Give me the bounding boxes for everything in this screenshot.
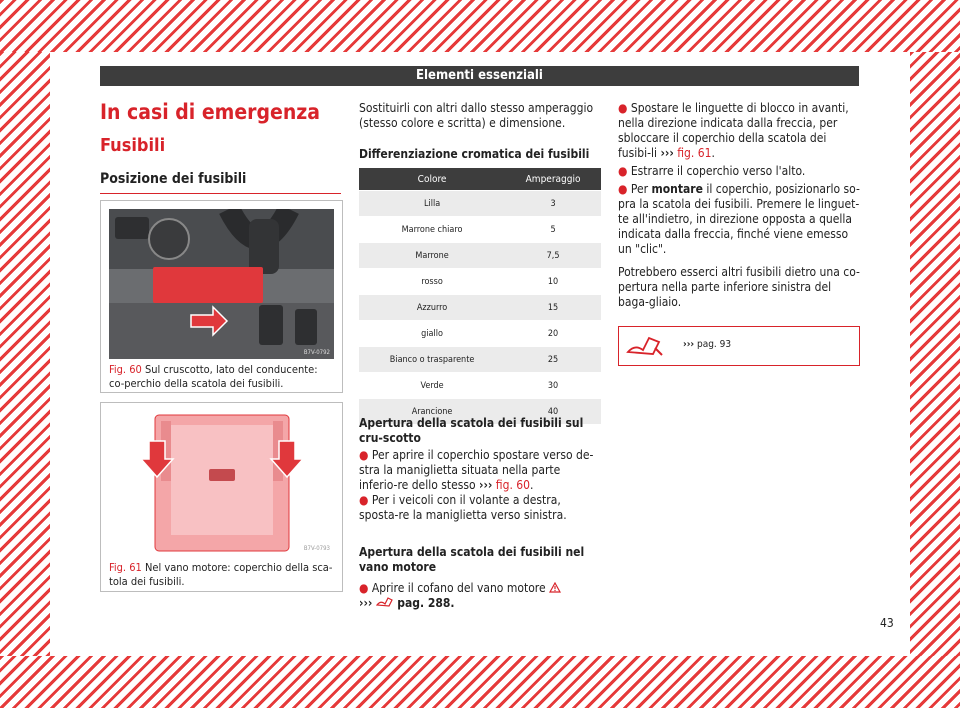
- page-ref-link[interactable]: pag. 288.: [397, 596, 455, 610]
- table-row: [359, 295, 601, 321]
- table-cell: 3: [505, 191, 601, 217]
- table-cell: Lilla: [359, 191, 505, 217]
- fuse-color-table: [359, 168, 601, 424]
- table-cell: Azzurro: [359, 295, 505, 321]
- figure-code: B7V-0792: [303, 349, 330, 356]
- bullet-icon: ●: [618, 182, 628, 196]
- table-cell: 30: [505, 373, 601, 399]
- section-title: In casi di emergenza: [100, 100, 321, 124]
- list-item: ● Per aprire il coperchio spostare verso de-stra la maniglietta situata nella parte inferio-re dello stesso ››› fig. 60.: [359, 448, 594, 492]
- topic-title: Posizione dei fusibili: [100, 171, 247, 187]
- note-ref-link[interactable]: pag. 93: [696, 339, 732, 350]
- table-cell: Marrone: [359, 243, 505, 269]
- book-wrench-icon: [376, 596, 394, 608]
- table-cell: Bianco o trasparente: [359, 347, 505, 373]
- dash-section-title: Apertura della scatola dei fusibili sul cru-scotto: [359, 416, 584, 445]
- subsection-title: Fusibili: [100, 135, 166, 156]
- list-item-text: Per aprire il coperchio spostare verso de-stra la maniglietta situata nella parte inferio-re dello stesso: [359, 448, 594, 492]
- arrows-icon: ›››: [479, 478, 493, 492]
- table-row: [359, 373, 601, 399]
- list-item: ● Spostare le linguette di blocco in avanti, nella direzione indicata dalla freccia, per sbloccare il coperchio della scatola dei fusibi-li ››› fig. 61.: [618, 101, 849, 160]
- page-number: 43: [880, 616, 894, 630]
- engine-bay-photo: [109, 411, 334, 555]
- warning-icon: [549, 582, 561, 593]
- bullet-icon: ●: [359, 493, 369, 507]
- note-ref: [683, 339, 731, 350]
- table-cell: Verde: [359, 373, 505, 399]
- figure-ref-link[interactable]: fig. 60: [495, 478, 531, 492]
- engine-section: [359, 545, 601, 611]
- figure-number: Fig. 61: [109, 561, 142, 574]
- arrows-icon: ›››: [359, 596, 373, 610]
- engine-section-title: Apertura della scatola dei fusibili nel vano motore: [359, 545, 585, 574]
- table-cell: 40: [505, 399, 601, 425]
- col-header-color: Colore: [359, 168, 505, 191]
- table-cell: giallo: [359, 321, 505, 347]
- arrows-icon: ›››: [660, 146, 674, 160]
- table-cell: 25: [505, 347, 601, 373]
- list-item-text: Estrarre il coperchio verso l'alto.: [630, 164, 806, 178]
- arrows-icon: ›››: [683, 339, 695, 350]
- table-row: [359, 217, 601, 243]
- note-box: [618, 326, 860, 366]
- table-header-row: [359, 168, 601, 191]
- figure-60: [100, 200, 343, 393]
- table-row: [359, 191, 601, 217]
- bullet-icon: ●: [618, 101, 628, 115]
- dashboard-photo: [109, 209, 334, 359]
- intro-paragraph: Sostituirli con altri dallo stesso amperaggio (stesso colore e scritta) e dimensione.: [359, 101, 594, 130]
- border-hatch-left: [0, 52, 50, 656]
- dash-section: [359, 416, 601, 523]
- figure-caption: [109, 561, 334, 589]
- heading-rule: [100, 193, 341, 194]
- border-hatch-bottom: [0, 656, 960, 708]
- table-cell: Marrone chiaro: [359, 217, 505, 243]
- figure-code: B7V-0793: [303, 545, 330, 552]
- figure-caption: [109, 363, 334, 391]
- table-cell: 10: [505, 269, 601, 295]
- paragraph: Potrebbero esserci altri fusibili dietro una co-pertura nella parte inferiore sinistra del baga-gliaio.: [618, 265, 860, 309]
- fuse-box-illustration: [109, 411, 334, 555]
- list-item-text: il coperchio, posizionarlo so-pra la scatola dei fusibili. Premere le linguet-te all'indietro, in direzione opposta a quella indicata dalla freccia, finché viene emesso un "clic".: [618, 182, 860, 256]
- list-item: [359, 493, 601, 523]
- table-row: [359, 321, 601, 347]
- table-cell: 7,5: [505, 243, 601, 269]
- list-item: [359, 581, 601, 596]
- table-cell: rosso: [359, 269, 505, 295]
- figure-caption-text: Sul cruscotto, lato del conducente: co-perchio della scatola dei fusibili.: [109, 363, 318, 390]
- right-column: [618, 101, 860, 310]
- book-wrench-icon: [625, 334, 665, 358]
- list-item: [618, 182, 860, 257]
- table-cell: 20: [505, 321, 601, 347]
- list-item-prefix: Per: [630, 182, 649, 196]
- list-item-text: Spostare le linguette di blocco in avanti, nella direzione indicata dalla freccia, per sbloccare il coperchio della scatola dei fusibi-li: [618, 101, 849, 160]
- border-hatch-top: [0, 0, 960, 52]
- table-cell: 15: [505, 295, 601, 321]
- figure-caption-text: Nel vano motore: coperchio della sca-tola dei fusibili.: [109, 561, 333, 588]
- table-row: [359, 243, 601, 269]
- border-hatch-right: [910, 52, 960, 656]
- table-title: Differenziazione cromatica dei fusibili: [359, 147, 590, 161]
- bullet-icon: ●: [359, 448, 369, 462]
- figure-ref-link[interactable]: fig. 61: [677, 146, 712, 160]
- dashboard-illustration: [109, 209, 334, 359]
- list-item-bold: montare: [651, 182, 703, 196]
- figure-61: [100, 402, 343, 592]
- table-cell: 5: [505, 217, 601, 243]
- list-item: [618, 164, 860, 179]
- list-item-text: Aprire il cofano del vano motore: [371, 581, 546, 595]
- table-row: [359, 347, 601, 373]
- bullet-icon: ●: [618, 164, 628, 178]
- list-item-text: Per i veicoli con il volante a destra, sposta-re la maniglietta verso sinistra.: [359, 493, 567, 522]
- chapter-header: Elementi essenziali: [100, 66, 859, 86]
- col-header-amperage: Amperaggio: [505, 168, 601, 191]
- bullet-icon: ●: [359, 581, 369, 595]
- table-row: [359, 269, 601, 295]
- page-ref-line: [359, 596, 601, 611]
- table-cell: Arancione: [359, 399, 505, 425]
- figure-number: Fig. 60: [109, 363, 142, 376]
